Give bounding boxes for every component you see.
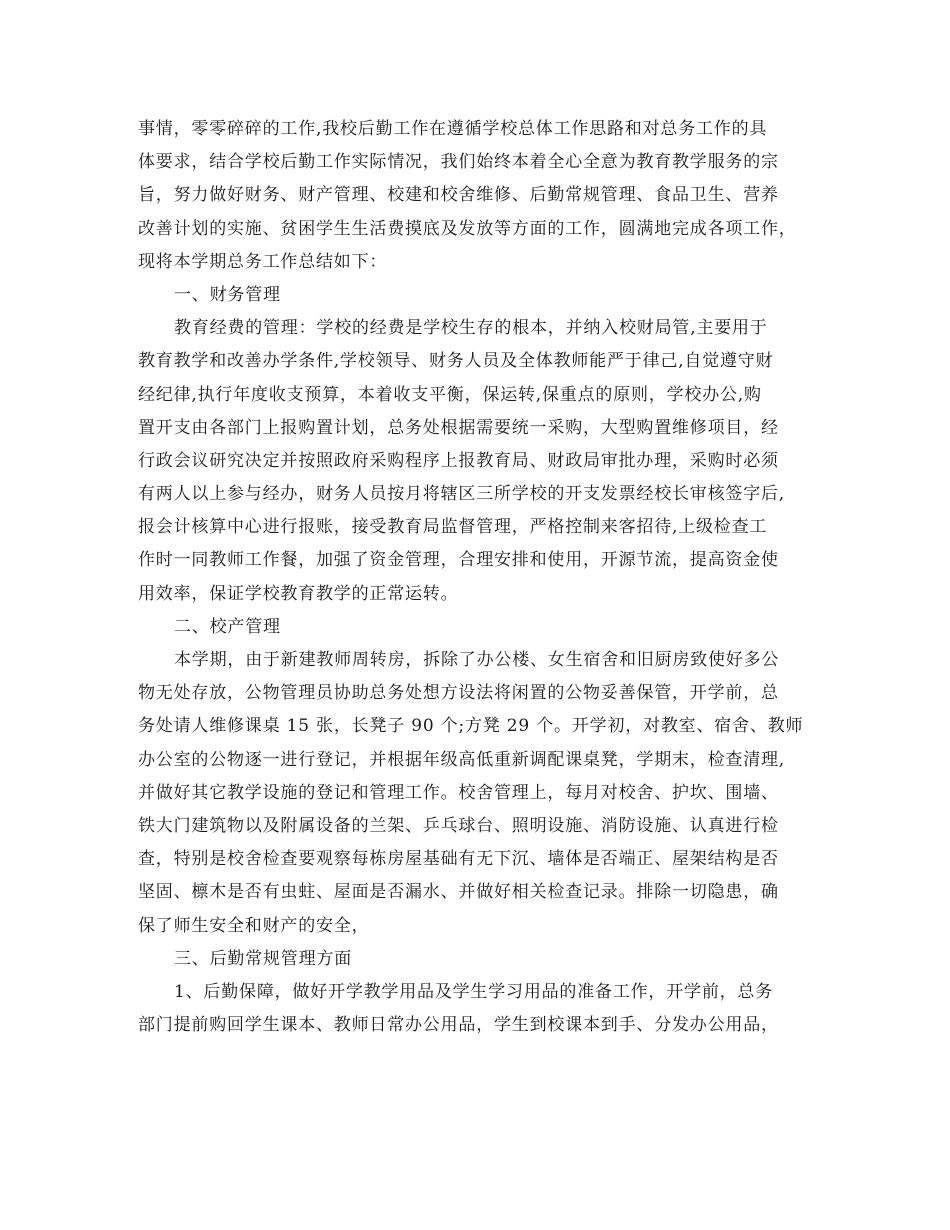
text-line: 办公室的公物逐一进行登记，并根据年级高低重新调配课桌凳，学期末，检查清理, xyxy=(138,749,786,770)
text-line: 查，特别是校舍检查要观察每栋房屋基础有无下沉、墙体是否端正、屋架结构是否 xyxy=(138,849,779,870)
text-line: 保了师生安全和财产的安全， xyxy=(138,915,370,936)
text-line: 坚固、檩木是否有虫蛀、屋面是否漏水、并做好相关检查记录。排除一切隐患，确 xyxy=(138,882,779,903)
text-line: 体要求，结合学校后勤工作实际情况，我们始终本着全心全意为教育教学服务的宗 xyxy=(138,152,779,173)
text-line: 报会计核算中心进行报账，接受教育局监督管理，严格控制来客招待,上级检查工 xyxy=(138,517,768,538)
text-line: 教育教学和改善办学条件,学校领导、财务人员及全体教师能严于律己,自觉遵守财 xyxy=(138,351,774,372)
text-line: 教育经费的管理：学校的经费是学校生存的根本，并纳入校财局管,主要用于 xyxy=(174,318,768,339)
text-line: 本学期，由于新建教师周转房，拆除了办公楼、女生宿舍和旧厨房致使好多公 xyxy=(174,650,780,670)
text-line: 事情，零零碎碎的工作,我校后勤工作在遵循学校总体工作思路和对总务工作的具 xyxy=(138,119,768,139)
text-line: 务处请人维修课桌 15 张，长凳子 90 个;方凳 29 个。开学初，对教室、宿舍、教师 xyxy=(138,716,804,737)
text-line: 现将本学期总务工作总结如下： xyxy=(138,251,388,272)
text-line: 并做好其它教学设施的登记和管理工作。校舍管理上，每月对校舍、护坎、围墙、 xyxy=(138,782,779,803)
text-line: 用效率，保证学校教育教学的正常运转。 xyxy=(138,583,459,604)
text-line: 作时一同教师工作餐，加强了资金管理，合理安排和使用，开源节流，提高资金使 xyxy=(138,550,779,571)
text-line: 改善计划的实施、贫困学生生活费摸底及发放等方面的工作，圆满地完成各项工作， xyxy=(138,218,797,239)
text-line: 置开支由各部门上报购置计划，总务处根据需要统一采购，大型购置维修项目，经 xyxy=(138,417,779,438)
document-body xyxy=(138,113,828,1042)
text-line: 有两人以上参与经办，财务人员按月将辖区三所学校的开支发票经校长审核签字后, xyxy=(138,484,786,505)
text-line: 行政会议研究决定并按照政府采购程序上报教育局、财政局审批办理，采购时必须 xyxy=(138,450,779,471)
text-line: 部门提前购回学生课本、教师日常办公用品，学生到校课本到手、分发办公用品， xyxy=(138,1015,779,1036)
text-line: 铁大门建筑物以及附属设备的兰架、乒乓球台、照明设施、消防设施、认真进行检 xyxy=(138,815,779,836)
text-line: 经纪律,执行年度收支预算，本着收支平衡，保运转,保重点的原则，学校办公,购 xyxy=(138,384,762,405)
text-line: 一、财务管理 xyxy=(174,284,281,305)
text-line: 二、校产管理 xyxy=(174,616,281,637)
text-line: 物无处存放，公物管理员协助总务处想方设法将闲置的公物妥善保管，开学前，总 xyxy=(138,683,779,704)
text-line: 旨，努力做好财务、财产管理、校建和校舍维修、后勤常规管理、食品卫生、营养 xyxy=(138,185,779,206)
text-line: 三、后勤常规管理方面 xyxy=(174,948,352,969)
text-line: 1、后勤保障，做好开学教学用品及学生学习用品的准备工作，开学前，总务 xyxy=(174,981,774,1002)
